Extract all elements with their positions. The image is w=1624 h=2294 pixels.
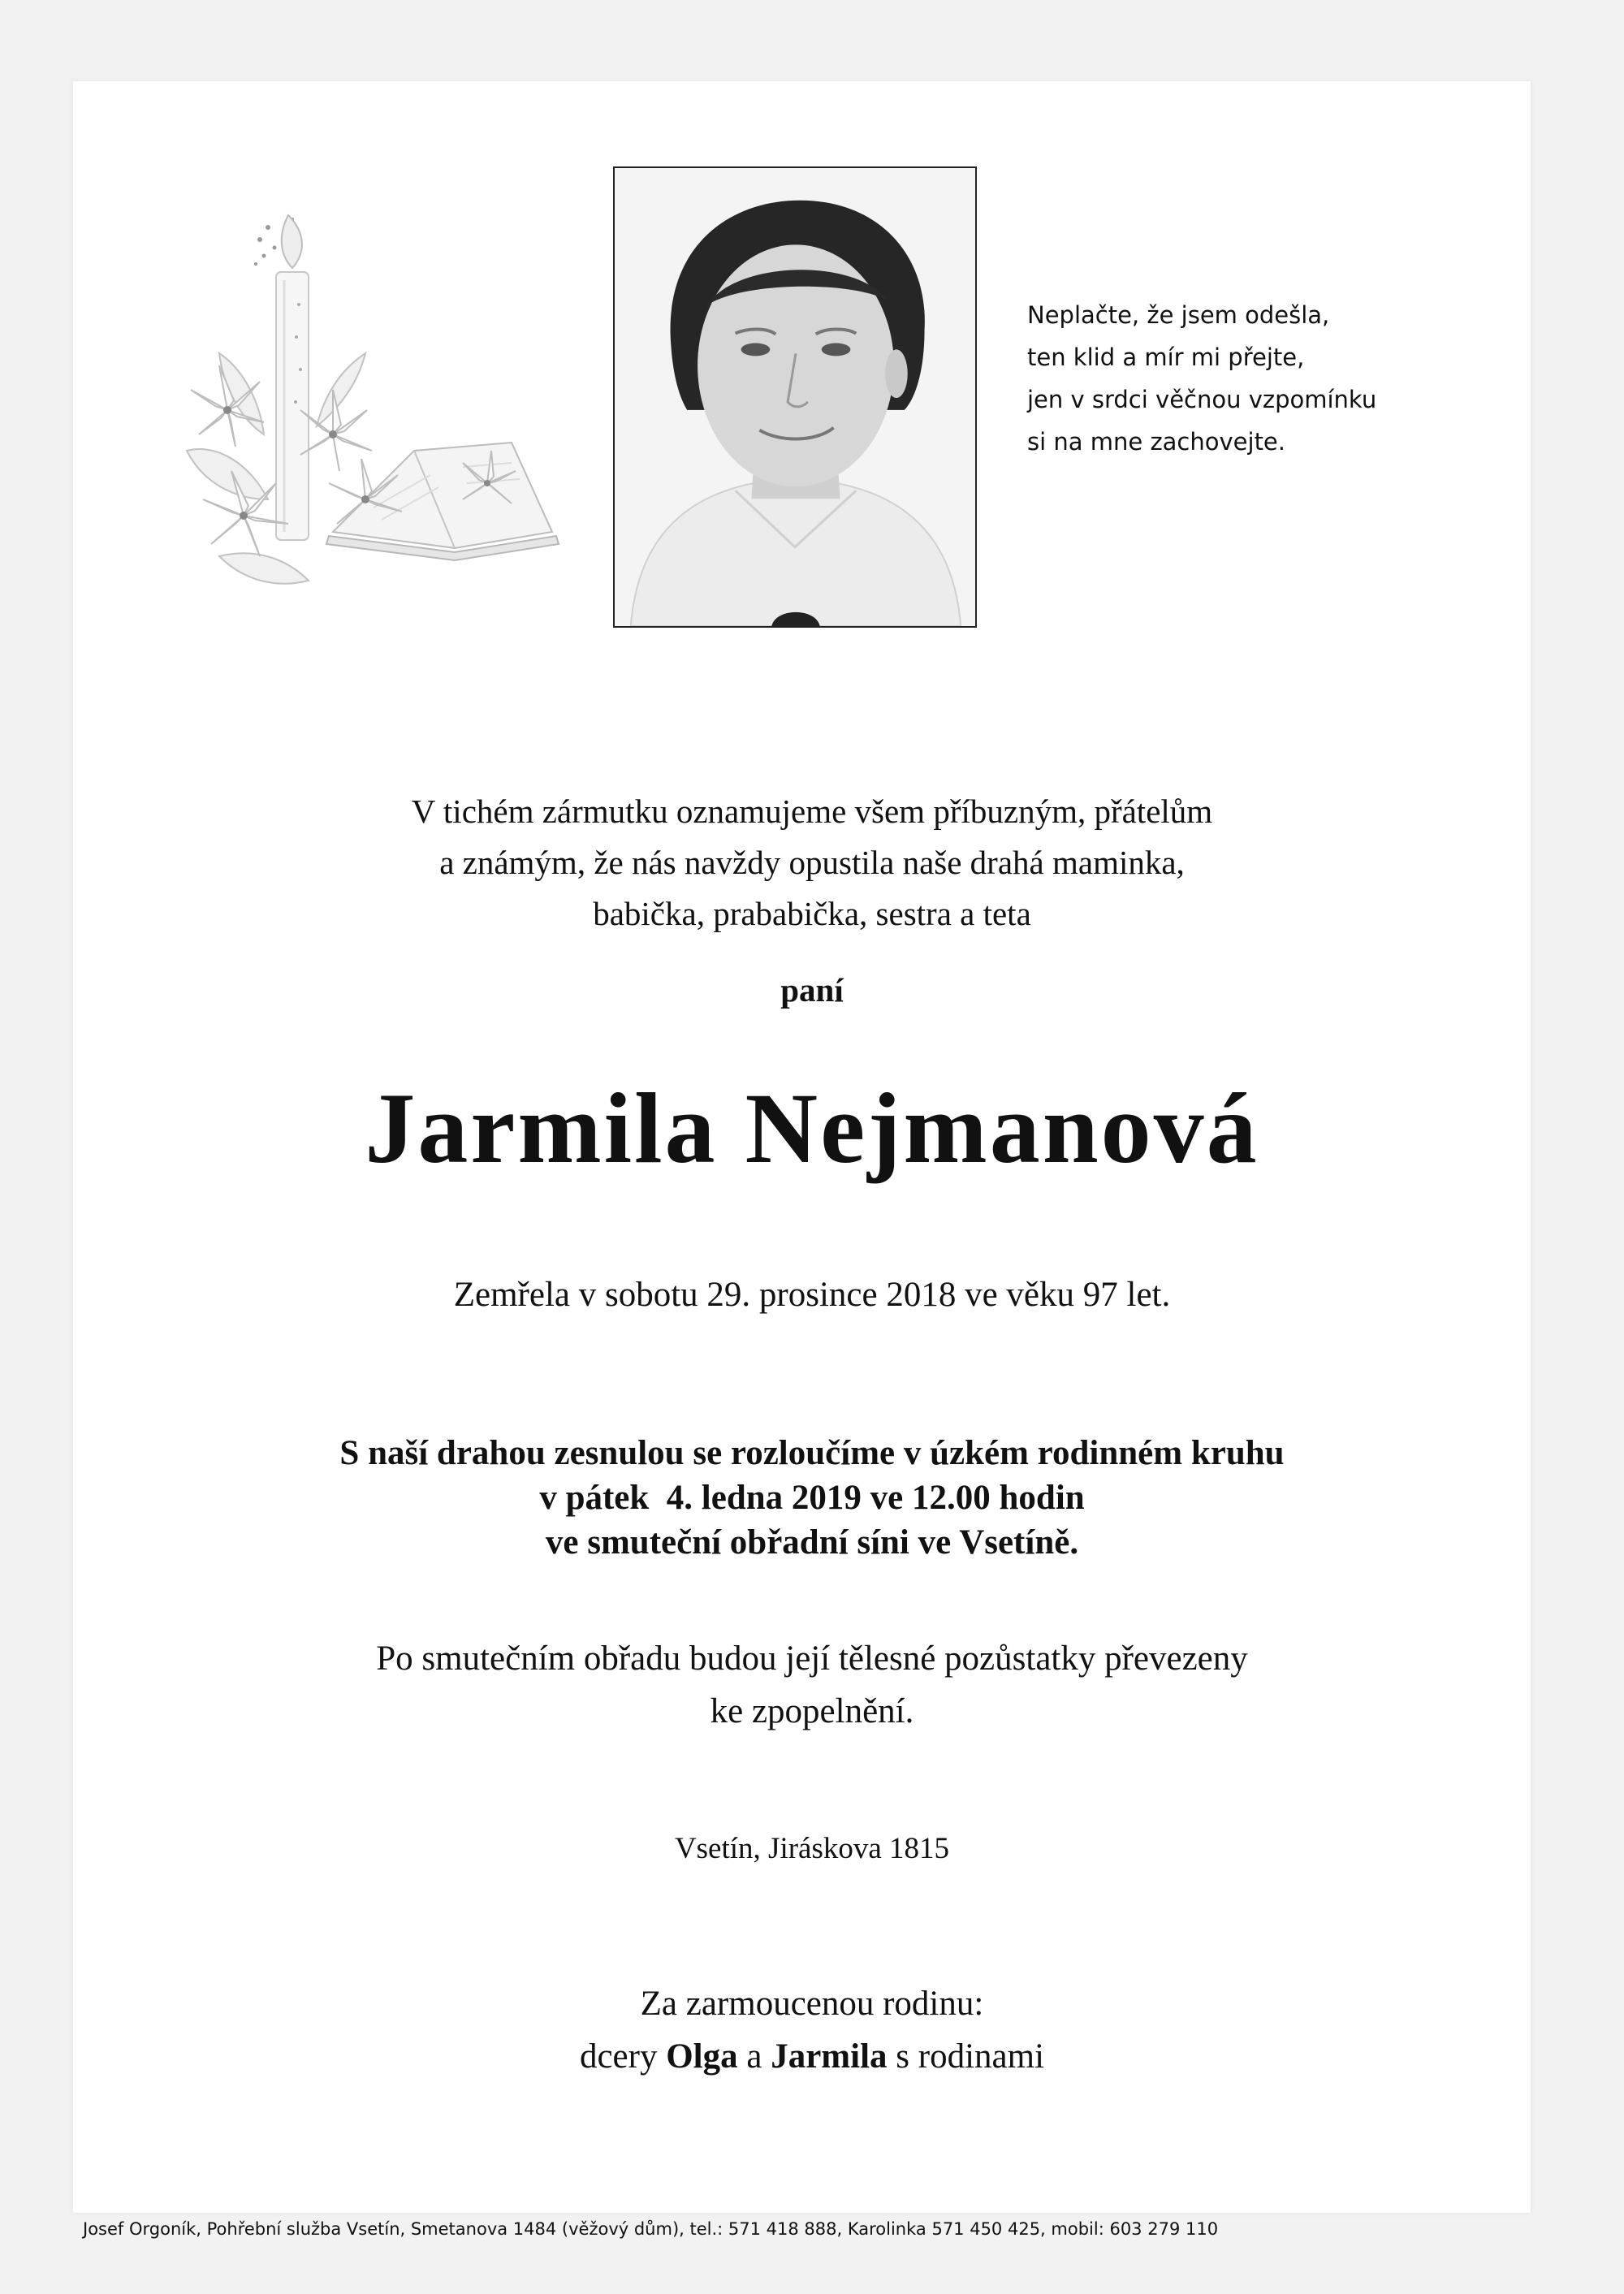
announcement-line: babička, prababička, sestra a teta [593,895,1031,932]
after-ceremony-text [0,1632,1624,1738]
after-ceremony-line: ke zpopelnění. [710,1692,914,1730]
portrait-photo [613,166,977,628]
family-prefix: dcery [579,2037,667,2076]
family-conjunction: a [737,2037,771,2076]
after-ceremony-line: Po smutečním obřadu budou její tělesné pozůstatky převezeny [376,1639,1248,1678]
address: Vsetín, Jiráskova 1815 [674,1832,950,1865]
farewell-line: S naší drahou zesnulou se rozloučíme v úzkém rodinném kruhu [339,1434,1285,1472]
family-names [0,2030,1624,2083]
announcement-line: V tichém zármutku oznamujeme všem příbuzným, přátelům [411,793,1213,830]
announcement-line: a známým, že nás navždy opustila naše drahá maminka, [439,844,1185,881]
poem-line: jen v srdci věčnou vzpomínku [1027,386,1377,413]
poem [1027,294,1449,463]
funeral-service-footer: Josef Orgoník, Pohřební služba Vsetín, Smetanova 1484 (věžový dům), tel.: 571 418 888, Karolinka 571 450 425, mobil: 603 279 110 [83,2219,1219,2239]
poem-line: ten klid a mír mi přejte, [1027,343,1305,371]
honorific-title: paní [780,971,844,1009]
family-name-jarmila: Jarmila [771,2037,888,2076]
death-date: Zemřela v sobotu 29. prosince 2018 ve věku 97 let. [453,1276,1171,1314]
family-signature [0,1977,1624,2083]
family-suffix: s rodinami [887,2037,1045,2076]
farewell-details [0,1431,1624,1565]
farewell-line: ve smuteční obřadní síni ve Vsetíně. [545,1523,1079,1562]
farewell-line: v pátek 4. ledna 2019 ve 12.00 hodin [539,1479,1085,1517]
poem-line: Neplačte, že jsem odešla, [1027,301,1330,329]
family-heading: Za zarmoucenou rodinu: [640,1985,984,2023]
announcement-text [0,786,1624,940]
family-name-olga: Olga [666,2037,738,2076]
deceased-name: Jarmila Nejmanová [365,1073,1259,1184]
poem-line: si na mne zachovejte. [1027,428,1285,456]
candle-lilies-book-icon [171,207,605,633]
